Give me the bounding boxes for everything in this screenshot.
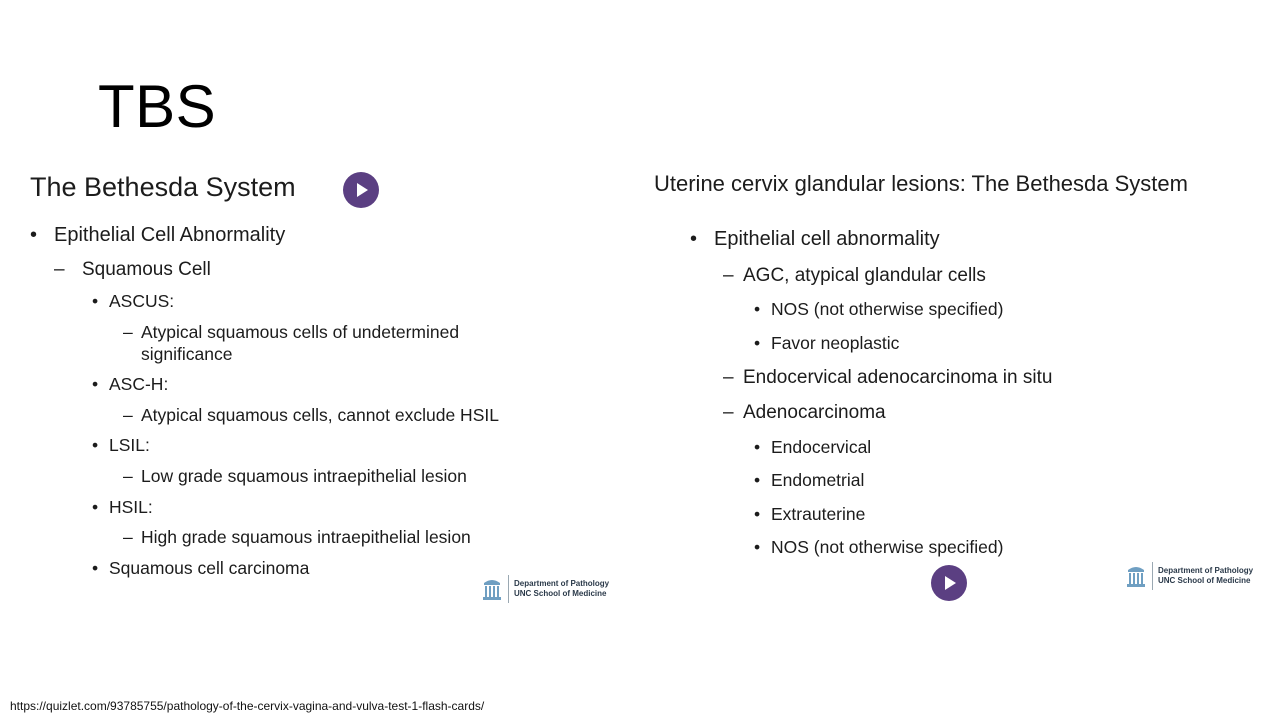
bullet-icon: • [690,228,698,250]
bullet-icon: • [754,504,761,524]
logo-divider [1152,562,1153,590]
panel-heading: Uterine cervix glandular lesions: The Bethesda System [654,171,1188,196]
bullet-icon: • [30,224,38,246]
list-item: • NOS (not otherwise specified) [754,299,1004,319]
list-item: • ASCUS: [92,291,175,311]
list-item-continuation: significance [141,344,233,364]
panel-heading: The Bethesda System [30,172,296,202]
list-item: – Endocervical adenocarcinoma in situ [723,367,1053,388]
list-item: • Extrauterine [754,504,866,524]
bullet-icon: • [92,291,99,311]
bullet-icon: • [754,470,761,490]
list-item: • ASC-H: [92,374,169,394]
bullet-icon: • [754,537,761,557]
list-item: – Low grade squamous intraepithelial lesion [123,466,467,486]
list-item: • Squamous cell carcinoma [92,558,310,578]
dash-icon: – [123,466,133,486]
bullet-icon: • [92,558,99,578]
logo-text: Department of Pathology UNC School of Medicine [1158,566,1254,585]
list-item: – Atypical squamous cells of undetermined [123,322,460,342]
dash-icon: – [123,322,133,342]
bullet-icon: • [92,435,99,455]
dash-icon: – [723,402,734,423]
list-item: – Squamous Cell [54,259,211,280]
list-item: – High grade squamous intraepithelial lesion [123,527,471,547]
bullet-icon: • [754,299,761,319]
dash-icon: – [123,527,133,547]
list-item: • HSIL: [92,497,153,517]
play-icon[interactable] [343,172,379,208]
list-item: • Endocervical [754,437,872,457]
bullet-icon: • [92,374,99,394]
list-item: • NOS (not otherwise specified) [754,537,1004,557]
list-item: • Epithelial Cell Abnormality [30,224,286,246]
list-item: • Epithelial cell abnormality [690,228,940,250]
list-item: • Endometrial [754,470,865,490]
glandular-lesions-panel [654,168,1264,608]
play-icon[interactable] [931,565,967,601]
dash-icon: – [723,265,734,286]
logo-text: Department of Pathology UNC School of Medicine [514,579,610,598]
logo-divider [508,575,509,603]
bullet-icon: • [754,437,761,457]
dash-icon: – [54,259,65,280]
list-item: – Adenocarcinoma [723,402,886,423]
list-item: • LSIL: [92,435,150,455]
bullet-icon: • [754,333,761,353]
dash-icon: – [123,405,133,425]
slide-title: TBS [98,73,217,140]
list-item: • Favor neoplastic [754,333,900,353]
unc-old-well-icon [482,577,502,601]
source-url: https://quizlet.com/93785755/pathology-of-the-cervix-vagina-and-vulva-test-1-flash-cards/ [10,699,485,713]
bethesda-system-panel [30,172,630,612]
bullet-icon: • [92,497,99,517]
dash-icon: – [723,367,734,388]
list-item: – Atypical squamous cells, cannot exclude HSIL [123,405,499,425]
list-item: – AGC, atypical glandular cells [723,265,986,286]
unc-pathology-logo [1126,562,1256,590]
unc-pathology-logo [482,575,612,603]
unc-old-well-icon [1126,564,1146,588]
